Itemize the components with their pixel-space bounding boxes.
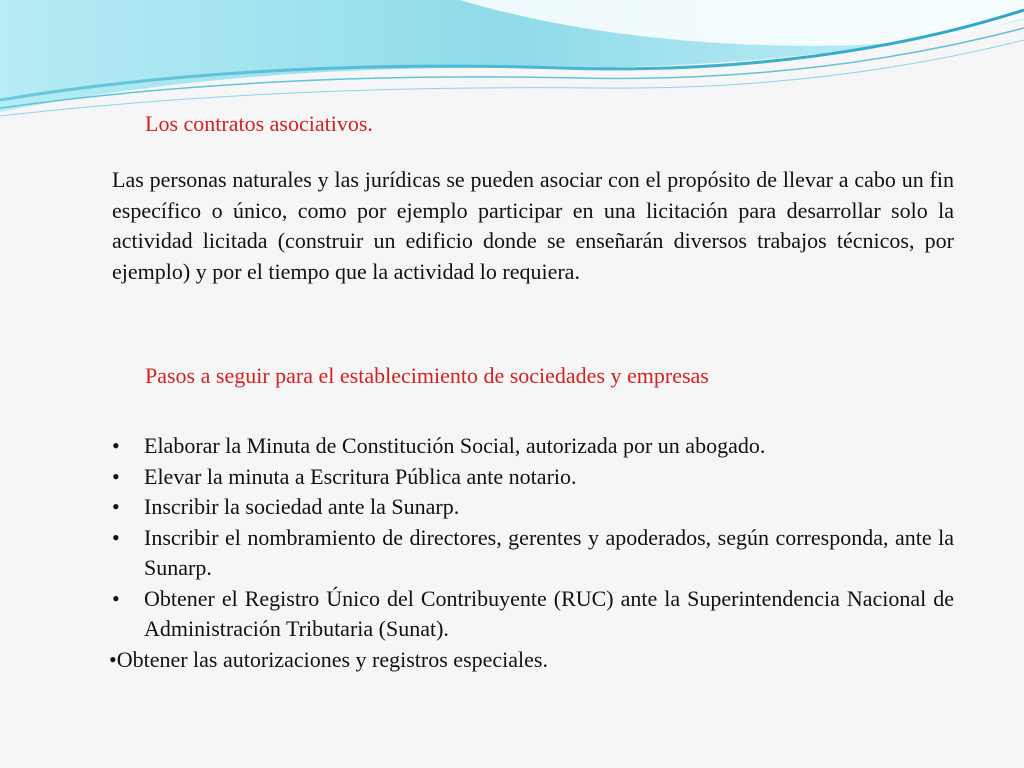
bullet: • xyxy=(112,433,120,458)
steps-list xyxy=(112,431,954,645)
bullet: • xyxy=(112,585,120,611)
step-text: Elevar la minuta a Escritura Pública ante notario. xyxy=(144,463,577,489)
list-item xyxy=(112,523,954,584)
list-item xyxy=(112,584,954,645)
step-text: Obtener el Registro Único del Contribuyente (RUC) ante la Superintendencia Nacional de Administración Tributaria (Sunat). xyxy=(144,585,954,641)
bullet: • xyxy=(112,524,120,550)
heading-pasos: Pasos a seguir para el establecimiento de sociedades y empresas xyxy=(145,363,709,388)
list-item xyxy=(112,431,954,462)
heading-contratos-asociativos: Los contratos asociativos. xyxy=(145,111,373,136)
step-text: Elaborar la Minuta de Constitución Social, autorizada por un abogado. xyxy=(144,433,766,458)
last-step: •Obtener las autorizaciones y registros especiales. xyxy=(109,647,548,672)
bullet: • xyxy=(112,494,120,519)
paragraph-contratos: Las personas naturales y las jurídicas se pueden asociar con el propósito de llevar a cabo un fin específico o único, como por ejemplo participar en una licitación para desarrollar solo la actividad licitada (construir un edificio donde se enseñarán diversos trabajos técnicos, por ejemplo) y por el tiempo que la actividad lo requiera. xyxy=(112,167,954,284)
step-text: Inscribir la sociedad ante la Sunarp. xyxy=(144,494,460,519)
bullet: • xyxy=(112,463,120,489)
list-item xyxy=(112,462,954,493)
list-item xyxy=(112,492,954,523)
step-text: Inscribir el nombramiento de directores, gerentes y apoderados, según corresponda, ante la Sunarp. xyxy=(144,524,954,580)
